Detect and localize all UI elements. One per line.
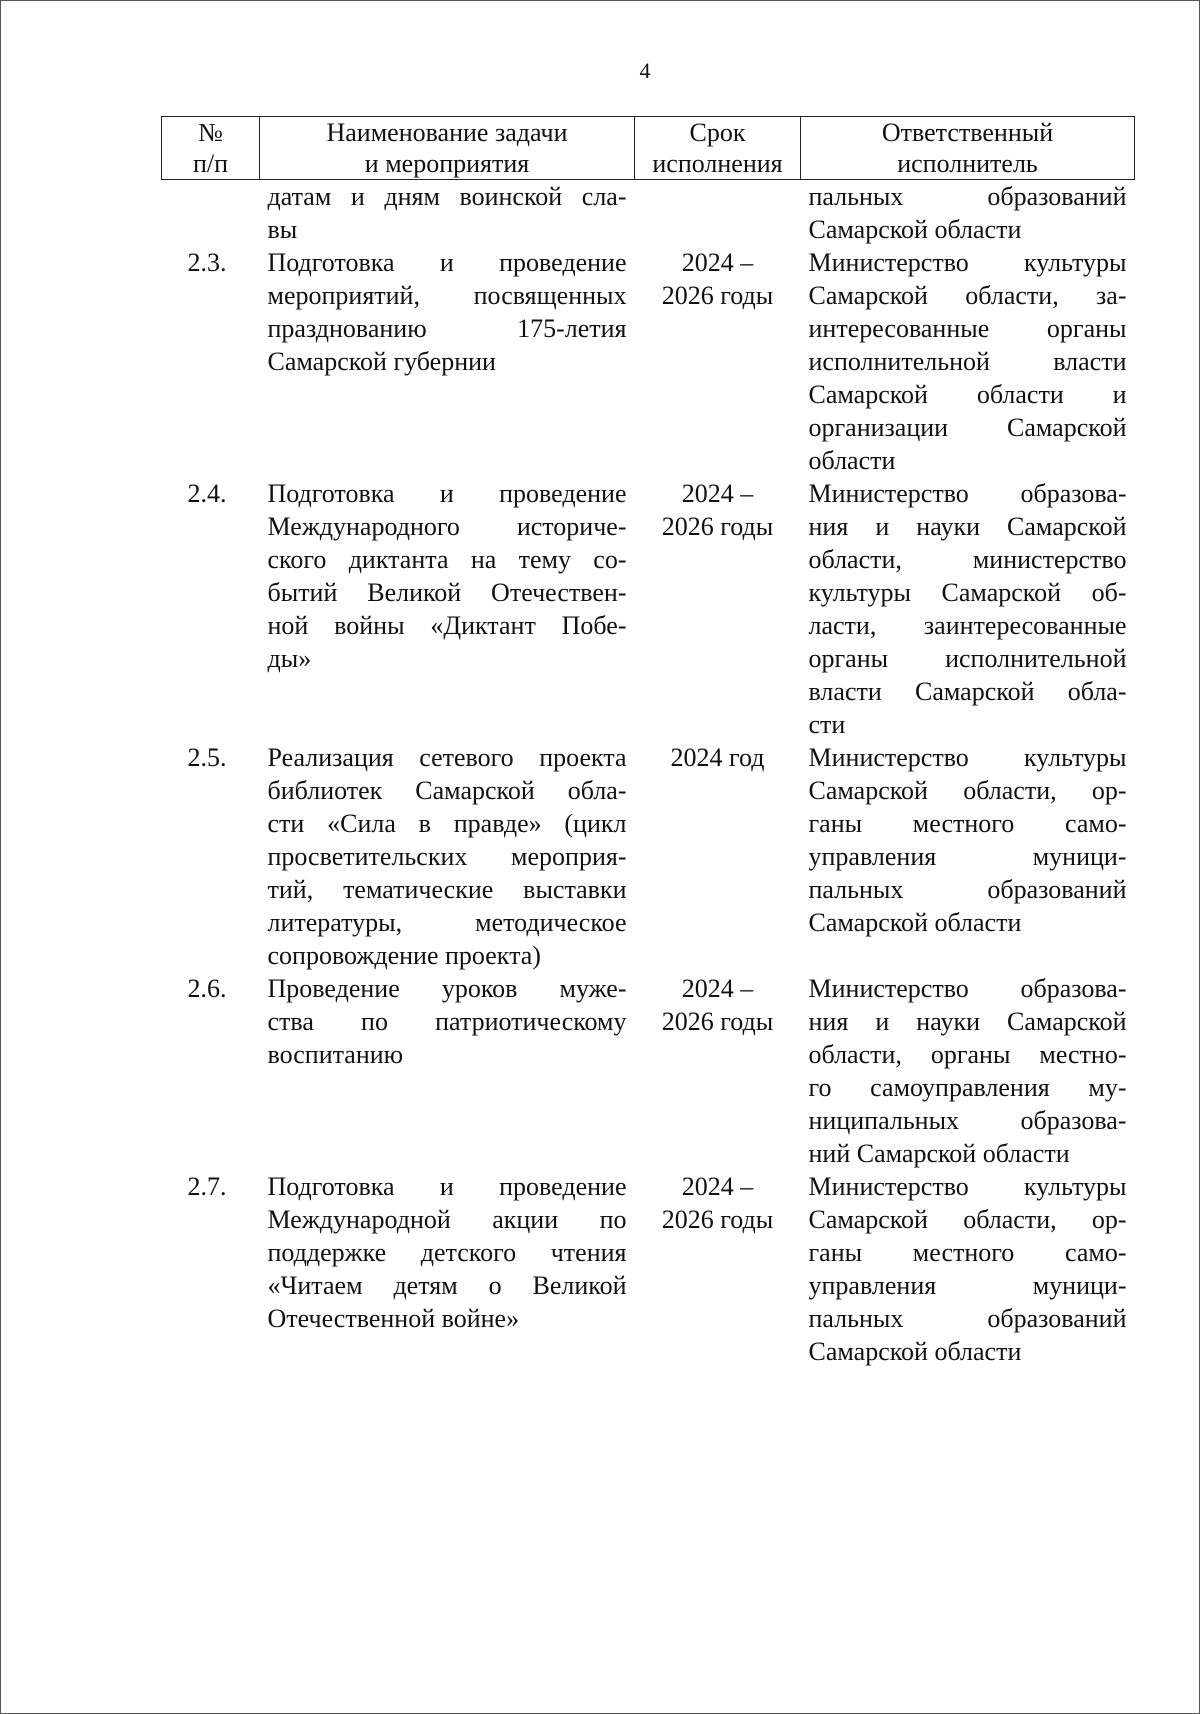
term-line: 2026 годы	[661, 1007, 774, 1036]
task-line: Международного историче-	[267, 512, 627, 541]
term-line: 2026 годы	[661, 512, 774, 541]
responsible-line: Самарской области и	[808, 380, 1127, 409]
header-term-line: Срок	[689, 118, 746, 147]
term-cell	[635, 1170, 801, 1368]
task-line: библиотек Самарской обла-	[267, 776, 627, 805]
table-row	[162, 741, 1135, 972]
responsible-line: Министерство образова-	[808, 974, 1127, 1003]
term-line: 2026 годы	[661, 281, 774, 310]
header-responsible-line: Ответственный	[881, 118, 1054, 147]
task-line: празднованию 175-летия	[267, 314, 627, 343]
responsible-cell	[801, 180, 1135, 247]
measures-table	[161, 116, 1135, 1368]
responsible-line: ганы местного само-	[808, 809, 1127, 838]
responsible-line: власти Самарской обла-	[808, 677, 1127, 706]
responsible-line: области, министерство	[808, 545, 1127, 574]
responsible-line: исполнительной власти	[808, 347, 1127, 376]
task-line: Отечественной войне»	[267, 1304, 520, 1333]
header-term	[635, 117, 801, 180]
header-responsible	[801, 117, 1135, 180]
responsible-cell	[801, 477, 1135, 741]
header-num-line: п/п	[192, 149, 229, 178]
term-cell	[635, 246, 801, 477]
task-line: ского диктанта на тему со-	[267, 545, 627, 574]
task-cell	[260, 1170, 635, 1368]
task-line: ной войны «Диктант Побе-	[267, 611, 627, 640]
task-line: вы	[267, 215, 298, 244]
responsible-line: пальных образований	[808, 1304, 1127, 1333]
row-number: 2.5.	[187, 743, 227, 772]
responsible-line: Самарской области	[808, 215, 1022, 244]
responsible-line: области, органы местно-	[808, 1040, 1127, 1069]
table-row	[162, 972, 1135, 1170]
task-line: тий, тематические выставки	[267, 875, 627, 904]
task-line: просветительских мероприя-	[267, 842, 627, 871]
responsible-line: Министерство культуры	[808, 248, 1127, 277]
term-line: 2024 –	[681, 479, 754, 508]
header-num	[162, 117, 260, 180]
header-responsible-line: исполнитель	[897, 149, 1038, 178]
term-cell	[635, 741, 801, 972]
task-line: бытий Великой Отечествен-	[267, 578, 627, 607]
responsible-line: Министерство культуры	[808, 1172, 1127, 1201]
term-line: 2026 годы	[661, 1205, 774, 1234]
responsible-line: Самарской области	[808, 908, 1022, 937]
task-cell	[260, 741, 635, 972]
header-task	[260, 117, 635, 180]
task-line: Самарской губернии	[267, 347, 496, 376]
responsible-line: ния и науки Самарской	[808, 1007, 1127, 1036]
task-line: ства по патриотическому	[267, 1007, 627, 1036]
responsible-line: пальных образований	[808, 182, 1127, 211]
responsible-line: Самарской области	[808, 1337, 1022, 1366]
header-term-line: исполнения	[652, 149, 783, 178]
task-line: сопровождение проекта)	[267, 941, 541, 970]
header-task-line: и мероприятия	[364, 149, 530, 178]
task-cell	[260, 246, 635, 477]
task-line: Подготовка и проведение	[267, 479, 627, 508]
task-line: сти «Сила в правде» (цикл	[267, 809, 627, 838]
responsible-cell	[801, 1170, 1135, 1368]
term-line: 2024 –	[681, 1172, 754, 1201]
header-num-line: №	[198, 118, 223, 147]
task-cell	[260, 972, 635, 1170]
table-row	[162, 246, 1135, 477]
responsible-line: культуры Самарской об-	[808, 578, 1127, 607]
task-line: Подготовка и проведение	[267, 1172, 627, 1201]
responsible-line: ласти, заинтересованные	[808, 611, 1127, 640]
responsible-line: ния и науки Самарской	[808, 512, 1127, 541]
table-header	[162, 117, 1135, 180]
task-line: Международной акции по	[267, 1205, 627, 1234]
responsible-line: области	[808, 446, 896, 475]
task-line: поддержке детского чтения	[267, 1238, 627, 1267]
task-line: литературы, методическое	[267, 908, 627, 937]
page-number: 4	[639, 58, 651, 83]
row-number: 2.6.	[187, 974, 227, 1003]
responsible-line: ний Самарской области	[808, 1139, 1070, 1168]
term-cell	[635, 477, 801, 741]
task-line: ды»	[267, 644, 312, 673]
header-task-line: Наименование задачи	[326, 118, 568, 147]
task-cell	[260, 180, 635, 247]
responsible-line: управления муници-	[808, 842, 1127, 871]
table-row	[162, 477, 1135, 741]
num-cell	[162, 180, 260, 247]
responsible-line: Министерство культуры	[808, 743, 1127, 772]
table-body	[162, 180, 1135, 1369]
term-cell	[635, 972, 801, 1170]
term-line: 2024 год	[670, 743, 765, 772]
responsible-line: Самарской области, за-	[808, 281, 1127, 310]
task-line: Подготовка и проведение	[267, 248, 627, 277]
row-number: 2.4.	[187, 479, 227, 508]
responsible-line: Министерство образова-	[808, 479, 1127, 508]
responsible-line: пальных образований	[808, 875, 1127, 904]
term-cell	[635, 180, 801, 247]
task-line: Реализация сетевого проекта	[267, 743, 627, 772]
task-line: датам и дням воинской сла-	[267, 182, 627, 211]
responsible-cell	[801, 741, 1135, 972]
task-line: Проведение уроков муже-	[267, 974, 627, 1003]
row-number: 2.7.	[187, 1172, 227, 1201]
task-cell	[260, 477, 635, 741]
task-line: «Читаем детям о Великой	[267, 1271, 627, 1300]
continuation-row	[162, 180, 1135, 247]
responsible-line: ганы местного само-	[808, 1238, 1127, 1267]
table-row	[162, 1170, 1135, 1368]
responsible-line: организации Самарской	[808, 413, 1127, 442]
responsible-line: Самарской области, ор-	[808, 776, 1127, 805]
responsible-cell	[801, 246, 1135, 477]
responsible-line: ниципальных образова-	[808, 1106, 1127, 1135]
term-line: 2024 –	[681, 974, 754, 1003]
term-line: 2024 –	[681, 248, 754, 277]
responsible-line: интересованные органы	[808, 314, 1127, 343]
responsible-line: управления муници-	[808, 1271, 1127, 1300]
responsible-cell	[801, 972, 1135, 1170]
task-line: воспитанию	[267, 1040, 404, 1069]
responsible-line: го самоуправления му-	[808, 1073, 1127, 1102]
task-line: мероприятий, посвященных	[267, 281, 627, 310]
row-number: 2.3.	[187, 248, 227, 277]
responsible-line: органы исполнительной	[808, 644, 1127, 673]
responsible-line: сти	[808, 710, 846, 739]
responsible-line: Самарской области, ор-	[808, 1205, 1127, 1234]
